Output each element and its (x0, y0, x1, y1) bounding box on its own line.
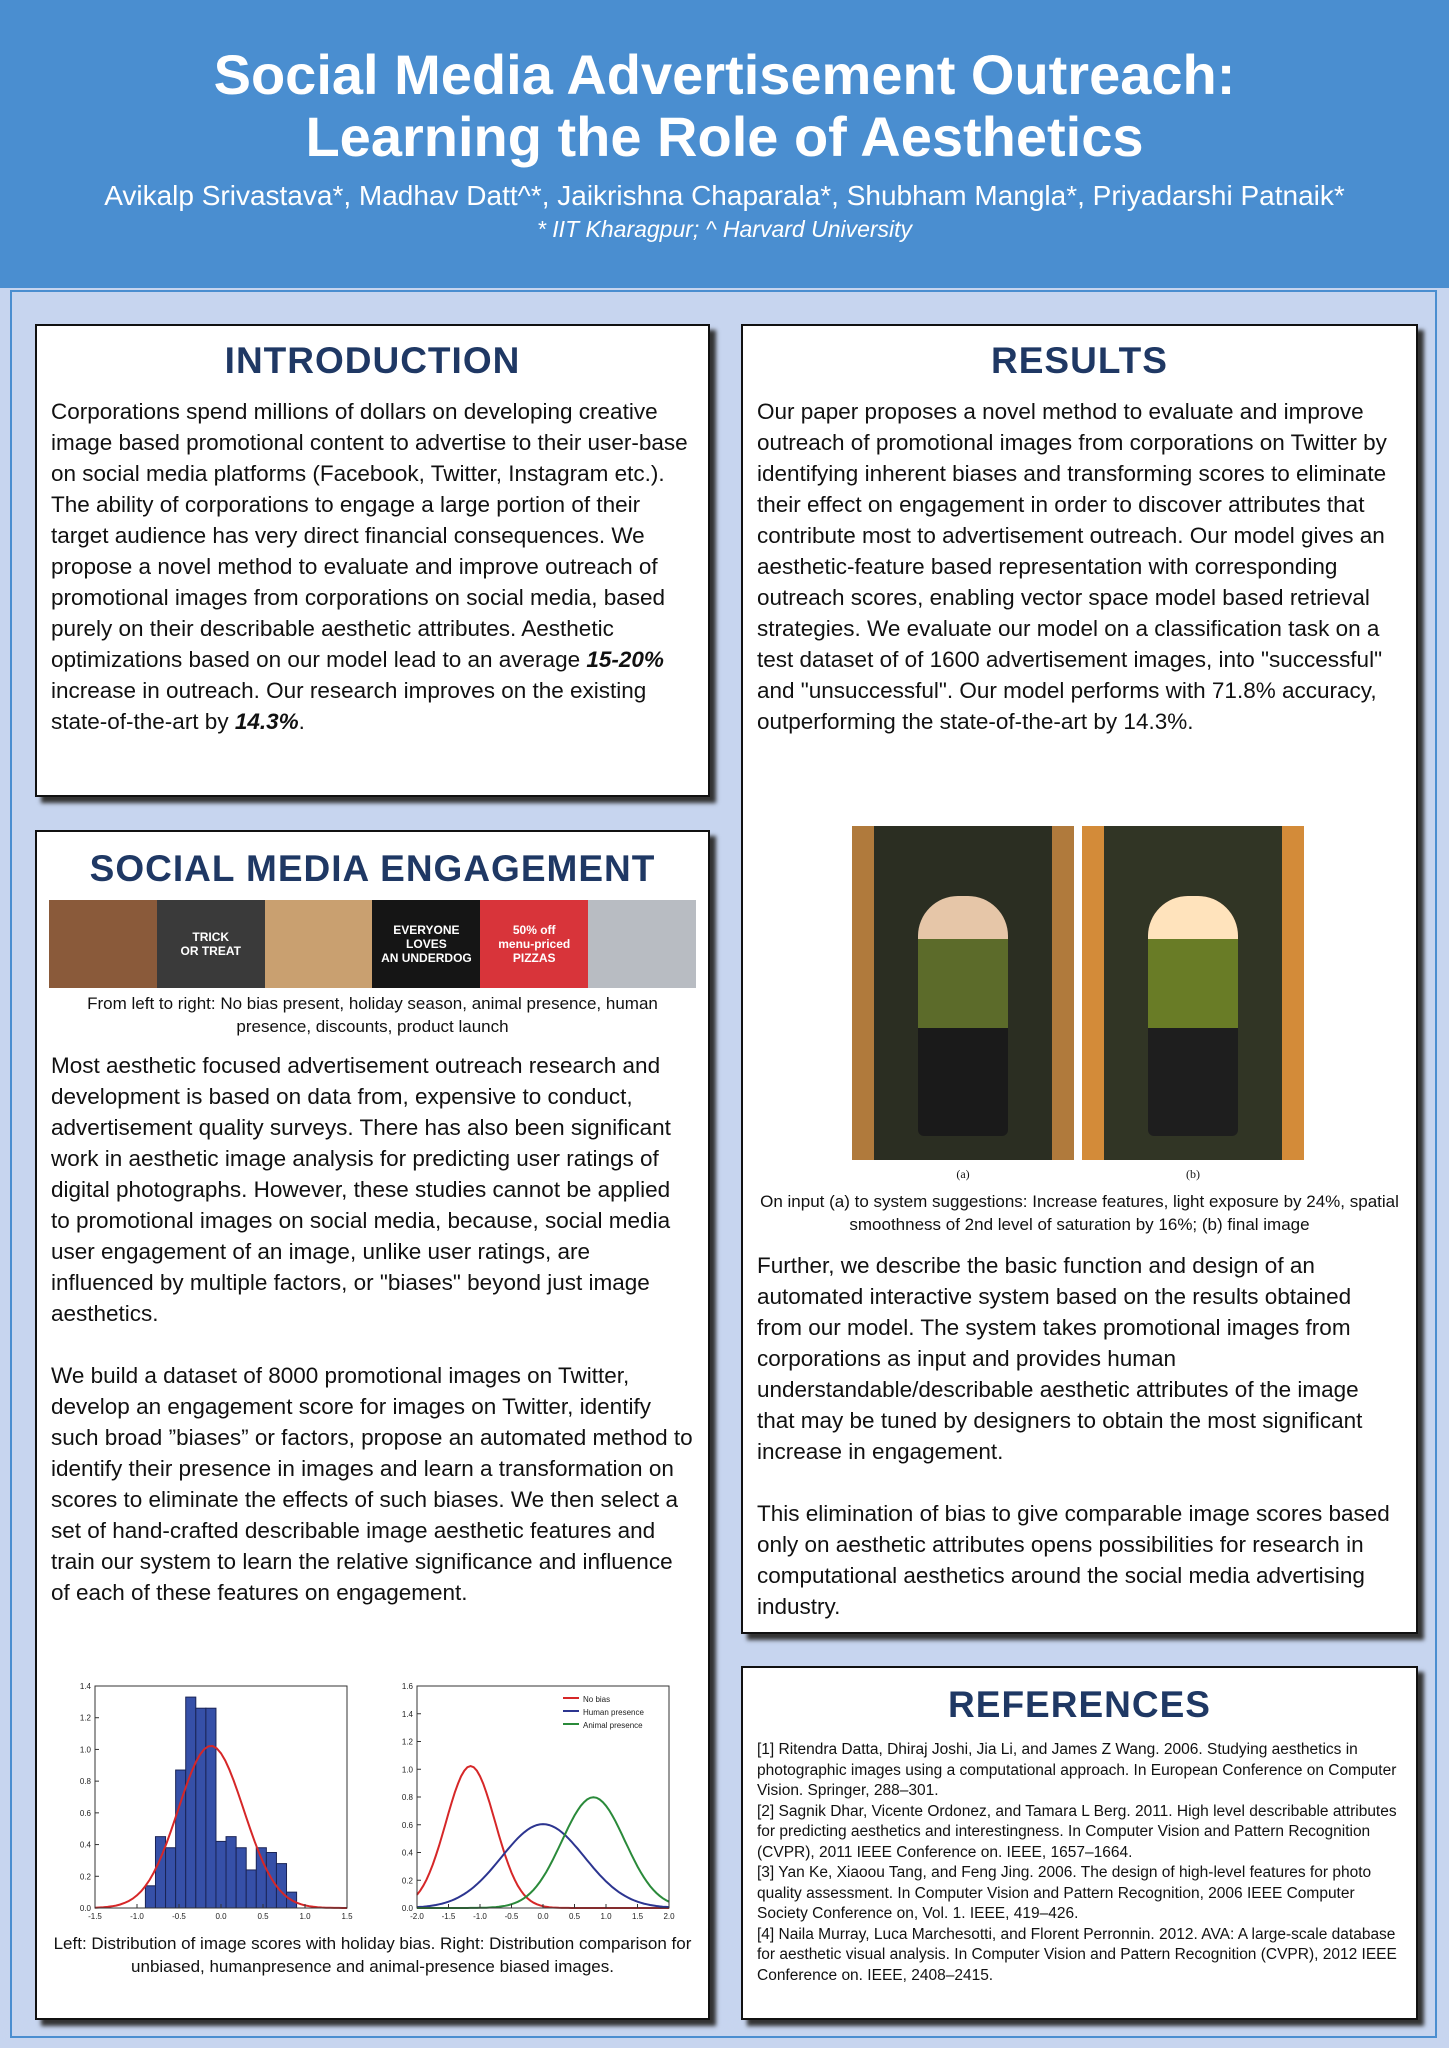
y-tick-label: 0.0 (79, 1904, 91, 1913)
histogram-bar (196, 1708, 206, 1908)
reference-item: [4] Naila Murray, Luca Marchesotti, and Florent Perronnin. 2012. AVA: A large-scale database for aesthetic visual analysis. In Computer Vision and Pattern Recognition (CVPR), 2012 IEEE Conference on. IEEE, 2408–2415. (757, 1925, 1397, 1984)
title-line-2: Learning the Role of Aesthetics (305, 105, 1144, 168)
authors: Avikalp Srivastava*, Madhav Datt^*, Jaikrishna Chaparala*, Shubham Mangla*, Priyadarshi Patnaik* (104, 180, 1345, 211)
strip-caption: From left to right: No bias present, holiday season, animal presence, human presence, discounts, product launch (87, 994, 658, 1036)
x-tick-label: -0.5 (504, 1912, 519, 1921)
x-tick-label: 1.5 (631, 1912, 644, 1921)
poster-header (0, 0, 1449, 288)
results-panel (741, 324, 1418, 1634)
person-figure (918, 896, 1008, 1136)
y-tick-label: 0.2 (79, 1872, 91, 1882)
histogram-bar (246, 1870, 256, 1908)
x-tick-label: 0.5 (568, 1912, 581, 1921)
y-tick-label: 1.2 (401, 1737, 413, 1747)
x-tick-label: 2.0 (663, 1912, 675, 1921)
engagement-paragraph-1: Most aesthetic focused advertisement outreach research and development is based on data from, expensive to conduct, advertisement quality surveys. There has also been significant work in aesthetic image analysis for predicting user ratings of digital photographs. However, these studies cannot be applied to promotional images on social media, because, social media user engagement of an image, unlike user ratings, are influenced by multiple factors, or "biases" beyond just image aesthetics. (51, 1053, 671, 1326)
example-image (49, 900, 157, 988)
figure-label-a: (a) (956, 1167, 970, 1181)
results-paragraph-1: Our paper proposes a novel method to evaluate and improve outreach of promotional images from corporations on Twitter by identifying inherent biases and transforming scores to eliminate their effect on engagement in order to discover attributes that contribute most to advertisement outreach. Our model gives an aesthetic-feature based representation with corresponding outreach scores, enabling vector space model based retrieval strategies. We evaluate our model on a classification task on a test dataset of of 1600 advertisement images, into "successful" and "unsuccessful". Our model performs with 71.8% accuracy, outperforming the state-of-the-art by 14.3%. (757, 399, 1387, 734)
legend-label: Animal presence (583, 1721, 643, 1730)
histogram-bar (166, 1848, 176, 1908)
results-more-text (757, 1250, 1402, 1653)
x-tick-label: -0.5 (172, 1912, 186, 1921)
legend-label: Human presence (583, 1708, 644, 1717)
x-tick-label: -2.0 (410, 1912, 424, 1921)
results-paragraph-3: This elimination of bias to give comparable image scores based only on aesthetic attributes opens possibilities for research in computational aesthetics around the social media advertising industry. (757, 1501, 1390, 1619)
series-line (417, 1766, 669, 1908)
histogram-holiday-bias-chart (51, 1672, 371, 1927)
series-line (417, 1797, 669, 1908)
x-tick-label: 0.5 (257, 1912, 269, 1921)
y-tick-label: 1.6 (401, 1682, 413, 1691)
x-tick-label: 0.0 (537, 1912, 549, 1921)
reference-item: [3] Yan Ke, Xiaoou Tang, and Feng Jing. 2006. The design of high-level features for photo quality assessment. In Computer Vision and Pattern Recognition, 2006 IEEE Computer Society Conference on, Vol. 1. IEEE, 419–426. (757, 1864, 1372, 1922)
y-tick-label: 0.6 (401, 1820, 413, 1830)
intro-text-part: . (298, 709, 305, 734)
y-tick-label: 1.0 (79, 1745, 91, 1755)
x-tick-label: -1.0 (473, 1912, 487, 1921)
example-image: 50% off menu-priced PIZZAS (480, 900, 588, 988)
y-tick-label: 1.0 (401, 1765, 413, 1775)
introduction-text (51, 396, 694, 737)
x-tick-label: 0.0 (215, 1912, 227, 1921)
y-tick-label: 0.0 (401, 1904, 413, 1913)
histogram-bar (236, 1848, 246, 1908)
y-tick-label: 1.2 (79, 1713, 91, 1723)
y-tick-label: 0.8 (79, 1777, 91, 1787)
y-tick-label: 1.4 (401, 1709, 413, 1719)
reference-item: [2] Sagnik Dhar, Vicente Ordonez, and Tamara L Berg. 2011. High level describable attributes for predicting aesthetics and interestingness. In Computer Vision and Pattern Recognition (CVPR), 2011 IEEE Conference on. IEEE, 1657–1664. (757, 1802, 1397, 1861)
references-panel (741, 1666, 1418, 2020)
x-tick-label: -1.5 (88, 1912, 102, 1921)
introduction-panel (35, 324, 710, 797)
intro-highlight-increase: 15-20% (586, 647, 664, 672)
legend-label: No bias (583, 1695, 611, 1704)
histogram-bar (276, 1864, 286, 1908)
charts-caption: Left: Distribution of image scores with holiday bias. Right: Distribution comparison for unbiased, humanpresence and animal-presence biased images. (53, 1934, 692, 1976)
results-paragraph-2: Further, we describe the basic function and design of an automated interactive system based on the results obtained from our model. The system takes promotional images from corporations as input and provides human understandable/describable aesthetic attributes of the image that may be tuned by designers to obtain the most significant increase in engagement. (757, 1253, 1363, 1464)
histogram-bar (145, 1886, 155, 1908)
engagement-paragraph-2: We build a dataset of 8000 promotional images on Twitter, develop an engagement score for images on Twitter, identify such broad ”biases” or factors, propose an automated method to identify their presence in images and learn a transformation on scores to eliminate the effects of such biases. We then select a set of hand-crafted describable image aesthetic features and train our system to learn the relative significance and influence of each of these features on engagement. (51, 1363, 693, 1605)
x-tick-label: 1.0 (600, 1912, 612, 1921)
y-tick-label: 0.8 (401, 1793, 413, 1802)
histogram-bar (186, 1697, 196, 1908)
references-list (757, 1740, 1402, 1986)
input-image-a (852, 826, 1074, 1181)
histogram-bar (206, 1708, 216, 1908)
figure-label-b: (b) (1186, 1167, 1200, 1181)
reference-item: [1] Ritendra Datta, Dhiraj Joshi, Jia Li, and James Z Wang. 2006. Studying aesthetics in photographic images using a computational approach. In European Conference on Computer Vision. Springer, 288–301. (757, 1741, 1397, 1799)
figure-caption: On input (a) to system suggestions: Increase features, light exposure by 24%, spatial smoothness of 2nd level of saturation by 16%; (b) final image (760, 1192, 1399, 1234)
engagement-panel (35, 830, 710, 2020)
x-tick-label: -1.5 (441, 1912, 456, 1921)
engagement-heading: SOCIAL MEDIA ENGAGEMENT (89, 848, 656, 889)
y-tick-label: 1.4 (79, 1682, 91, 1691)
intro-highlight-improvement: 14.3% (234, 709, 299, 734)
intro-text-part: Corporations spend millions of dollars on developing creative image based promotional content to advertise to their user-base on social media platforms (Facebook, Twitter, Instagram etc.). The ability of corporations to engage a large portion of their target audience has very direct financial consequences. We propose a novel method to evaluate and improve outreach of promotional images from corporations on social media, based purely on their describable aesthetic attributes. Aesthetic optimizations based on our model lead to an average (51, 399, 688, 672)
y-tick-label: 0.4 (79, 1840, 91, 1850)
references-heading: REFERENCES (948, 1684, 1211, 1725)
series-line (417, 1824, 669, 1907)
poster-title (0, 0, 1449, 168)
plot-frame (417, 1686, 669, 1908)
example-image: EVERYONE LOVES AN UNDERDOG (372, 900, 480, 988)
y-tick-label: 0.2 (401, 1876, 413, 1886)
person-figure (1148, 896, 1238, 1136)
example-images-strip (49, 900, 696, 988)
x-tick-label: 1.5 (341, 1912, 353, 1921)
results-heading: RESULTS (991, 340, 1168, 381)
y-tick-label: 0.4 (401, 1848, 413, 1858)
y-tick-label: 0.6 (79, 1808, 91, 1818)
title-line-1: Social Media Advertisement Outreach: (213, 43, 1236, 106)
affiliations: * IIT Kharagpur; ^ Harvard University (536, 216, 913, 242)
final-image-b (1082, 826, 1304, 1181)
example-image (588, 900, 696, 988)
distribution-comparison-chart (373, 1672, 693, 1927)
histogram-bar (216, 1841, 226, 1908)
x-tick-label: 1.0 (299, 1912, 311, 1921)
histogram-bar (226, 1837, 236, 1908)
engagement-text (51, 1050, 694, 1608)
introduction-heading: INTRODUCTION (224, 340, 521, 381)
example-image: TRICK OR TREAT (157, 900, 265, 988)
x-tick-label: -1.0 (130, 1912, 144, 1921)
intro-text-part: increase in outreach. Our research improves on the existing state-of-the-art by (51, 678, 647, 734)
example-image (265, 900, 373, 988)
